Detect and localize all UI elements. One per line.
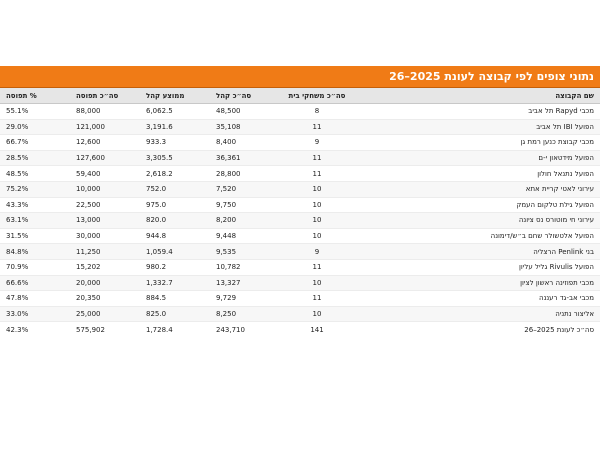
table-header-row xyxy=(0,88,600,104)
total-capacity-cell: 30,000 xyxy=(70,228,140,244)
capacity-percent-cell: 47.8% xyxy=(0,291,70,307)
table-body xyxy=(0,104,600,337)
attendance-table xyxy=(0,88,600,337)
table-row xyxy=(0,104,600,120)
capacity-percent-cell: 29.0% xyxy=(0,119,70,135)
total-capacity-cell: 11,250 xyxy=(70,244,140,260)
total-attendance-cell: 9,750 xyxy=(210,197,280,213)
home-games-cell: 10 xyxy=(280,275,354,291)
team-name-cell: הפועל מידטאון י-ם xyxy=(354,150,600,166)
total-attendance-cell: 36,361 xyxy=(210,150,280,166)
table-row xyxy=(0,259,600,275)
average-attendance-cell: 820.0 xyxy=(140,213,210,229)
header-average-attendance: ממוצע קהל xyxy=(140,88,210,104)
table-row xyxy=(0,306,600,322)
capacity-percent-cell: 55.1% xyxy=(0,104,70,120)
team-name-cell: הפועל IBI תל אביב xyxy=(354,119,600,135)
capacity-percent-cell: 43.3% xyxy=(0,197,70,213)
capacity-percent-cell: 84.8% xyxy=(0,244,70,260)
total-capacity-cell: 121,000 xyxy=(70,119,140,135)
team-name-cell: מכבי Rapyd תל אביב xyxy=(354,104,600,120)
table-row xyxy=(0,213,600,229)
team-name-cell: עירוני לאטי קריית אתא xyxy=(354,181,600,197)
capacity-percent-cell: 63.1% xyxy=(0,213,70,229)
table-row xyxy=(0,244,600,260)
total-capacity-cell: 25,000 xyxy=(70,306,140,322)
home-games-cell: 11 xyxy=(280,259,354,275)
average-attendance-cell: 1,728.4 xyxy=(140,322,210,337)
total-attendance-cell: 35,108 xyxy=(210,119,280,135)
total-capacity-cell: 88,000 xyxy=(70,104,140,120)
capacity-percent-cell: 66.7% xyxy=(0,135,70,151)
report-title: נתוני צופים לפי קבוצה לעונת 2025–26 xyxy=(0,66,600,88)
total-attendance-cell: 28,800 xyxy=(210,166,280,182)
total-capacity-cell: 22,500 xyxy=(70,197,140,213)
home-games-cell: 10 xyxy=(280,306,354,322)
home-games-cell: 9 xyxy=(280,135,354,151)
capacity-percent-cell: 31.5% xyxy=(0,228,70,244)
home-games-cell: 141 xyxy=(280,322,354,337)
average-attendance-cell: 3,191.6 xyxy=(140,119,210,135)
total-capacity-cell: 20,000 xyxy=(70,275,140,291)
team-name-cell: סה״כ לעונת 2025–26 xyxy=(354,322,600,337)
home-games-cell: 10 xyxy=(280,228,354,244)
table-row xyxy=(0,275,600,291)
average-attendance-cell: 1,332.7 xyxy=(140,275,210,291)
total-attendance-cell: 13,327 xyxy=(210,275,280,291)
average-attendance-cell: 6,062.5 xyxy=(140,104,210,120)
total-attendance-cell: 8,400 xyxy=(210,135,280,151)
capacity-percent-cell: 33.0% xyxy=(0,306,70,322)
average-attendance-cell: 944.8 xyxy=(140,228,210,244)
table-row xyxy=(0,150,600,166)
team-name-cell: הפועל נתנאל חולון xyxy=(354,166,600,182)
home-games-cell: 11 xyxy=(280,150,354,166)
total-attendance-cell: 9,729 xyxy=(210,291,280,307)
table-row xyxy=(0,197,600,213)
header-total-attendance: סה״כ קהל xyxy=(210,88,280,104)
total-capacity-cell: 127,600 xyxy=(70,150,140,166)
home-games-cell: 10 xyxy=(280,213,354,229)
header-home-games: סה״כ משחקי בית xyxy=(280,88,354,104)
total-capacity-cell: 10,000 xyxy=(70,181,140,197)
total-attendance-cell: 8,200 xyxy=(210,213,280,229)
home-games-cell: 10 xyxy=(280,197,354,213)
team-name-cell: מכבי אב-גד רעננה xyxy=(354,291,600,307)
capacity-percent-cell: 28.5% xyxy=(0,150,70,166)
average-attendance-cell: 884.5 xyxy=(140,291,210,307)
header-team: שם הקבוצה xyxy=(354,88,600,104)
average-attendance-cell: 752.0 xyxy=(140,181,210,197)
total-attendance-cell: 48,500 xyxy=(210,104,280,120)
home-games-cell: 8 xyxy=(280,104,354,120)
table-row xyxy=(0,181,600,197)
capacity-percent-cell: 75.2% xyxy=(0,181,70,197)
total-capacity-cell: 59,400 xyxy=(70,166,140,182)
capacity-percent-cell: 66.6% xyxy=(0,275,70,291)
home-games-cell: 10 xyxy=(280,181,354,197)
header-total-capacity: סה״כ תפוסה xyxy=(70,88,140,104)
team-name-cell: אליצור נתניה xyxy=(354,306,600,322)
average-attendance-cell: 3,305.5 xyxy=(140,150,210,166)
total-attendance-cell: 9,448 xyxy=(210,228,280,244)
average-attendance-cell: 933.3 xyxy=(140,135,210,151)
home-games-cell: 11 xyxy=(280,166,354,182)
average-attendance-cell: 975.0 xyxy=(140,197,210,213)
table-row xyxy=(0,119,600,135)
team-name-cell: הפועל גילת טלקום העמק xyxy=(354,197,600,213)
average-attendance-cell: 980.2 xyxy=(140,259,210,275)
total-capacity-cell: 15,202 xyxy=(70,259,140,275)
capacity-percent-cell: 48.5% xyxy=(0,166,70,182)
total-attendance-cell: 10,782 xyxy=(210,259,280,275)
total-attendance-cell: 9,535 xyxy=(210,244,280,260)
home-games-cell: 11 xyxy=(280,119,354,135)
attendance-report xyxy=(0,66,600,337)
total-attendance-cell: 7,520 xyxy=(210,181,280,197)
total-attendance-cell: 243,710 xyxy=(210,322,280,337)
table-row xyxy=(0,166,600,182)
total-capacity-cell: 13,000 xyxy=(70,213,140,229)
capacity-percent-cell: 42.3% xyxy=(0,322,70,337)
total-capacity-cell: 575,902 xyxy=(70,322,140,337)
home-games-cell: 9 xyxy=(280,244,354,260)
total-attendance-cell: 8,250 xyxy=(210,306,280,322)
capacity-percent-cell: 70.9% xyxy=(0,259,70,275)
total-capacity-cell: 20,350 xyxy=(70,291,140,307)
header-capacity-percent: % תפוסה xyxy=(0,88,70,104)
team-name-cell: עירוני חי מוטורס נס ציונה xyxy=(354,213,600,229)
team-name-cell: בני Penlink הרצליה xyxy=(354,244,600,260)
home-games-cell: 11 xyxy=(280,291,354,307)
table-total-row xyxy=(0,322,600,337)
team-name-cell: מכבי תפוזינה ראשון לציון xyxy=(354,275,600,291)
total-capacity-cell: 12,600 xyxy=(70,135,140,151)
table-row xyxy=(0,291,600,307)
table-row xyxy=(0,135,600,151)
team-name-cell: הפועל אלטשולר שחם ב״ש/דימונה xyxy=(354,228,600,244)
team-name-cell: הפועל Rivulis גליל עליון xyxy=(354,259,600,275)
average-attendance-cell: 825.0 xyxy=(140,306,210,322)
average-attendance-cell: 2,618.2 xyxy=(140,166,210,182)
team-name-cell: מכבי קבוצת כנען רמת גן xyxy=(354,135,600,151)
table-row xyxy=(0,228,600,244)
average-attendance-cell: 1,059.4 xyxy=(140,244,210,260)
